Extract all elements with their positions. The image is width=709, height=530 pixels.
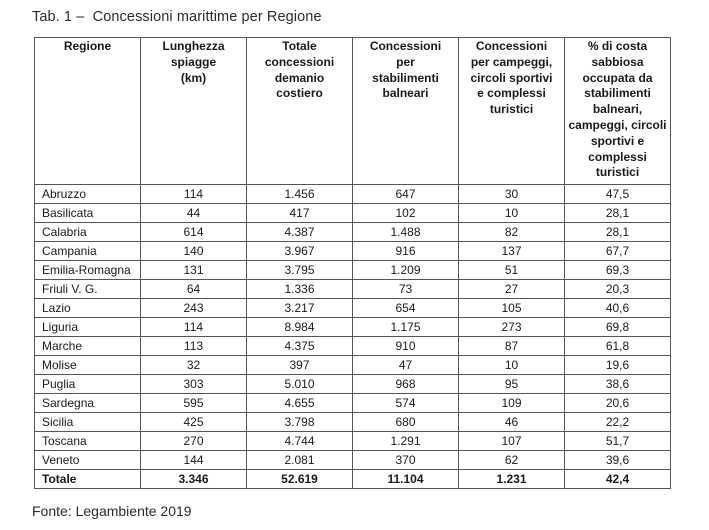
table-row <box>35 375 671 394</box>
value-cell-col-campeggi: 51 <box>459 261 565 280</box>
value-cell-col-stabilimenti: 47 <box>353 356 459 375</box>
value-cell-col-lunghezza: 114 <box>141 185 247 204</box>
region-cell: Toscana <box>35 432 141 451</box>
value-cell-col-totale-concessioni: 4.387 <box>247 223 353 242</box>
value-cell-col-percentuale: 69,3 <box>565 261 671 280</box>
value-cell-col-totale-concessioni: 3.217 <box>247 299 353 318</box>
region-cell: Sardegna <box>35 394 141 413</box>
table-row <box>35 223 671 242</box>
value-cell-col-campeggi: 10 <box>459 204 565 223</box>
value-cell-col-totale-concessioni: 3.798 <box>247 413 353 432</box>
table-row <box>35 356 671 375</box>
value-cell-col-lunghezza: 425 <box>141 413 247 432</box>
value-cell-col-stabilimenti: 647 <box>353 185 459 204</box>
value-cell-col-stabilimenti: 968 <box>353 375 459 394</box>
value-cell-col-campeggi: 95 <box>459 375 565 394</box>
value-cell-col-stabilimenti: 574 <box>353 394 459 413</box>
value-cell-col-stabilimenti: 680 <box>353 413 459 432</box>
total-value-col-totale-concessioni: 52.619 <box>247 470 353 489</box>
header-row <box>35 38 671 185</box>
region-cell: Marche <box>35 337 141 356</box>
region-cell: Friuli V. G. <box>35 280 141 299</box>
value-cell-col-lunghezza: 303 <box>141 375 247 394</box>
region-cell: Calabria <box>35 223 141 242</box>
value-cell-col-percentuale: 39,6 <box>565 451 671 470</box>
value-cell-col-totale-concessioni: 417 <box>247 204 353 223</box>
value-cell-col-percentuale: 28,1 <box>565 204 671 223</box>
table-body <box>35 185 671 489</box>
table-row <box>35 413 671 432</box>
value-cell-col-percentuale: 47,5 <box>565 185 671 204</box>
value-cell-col-stabilimenti: 1.291 <box>353 432 459 451</box>
value-cell-col-totale-concessioni: 1.456 <box>247 185 353 204</box>
value-cell-col-campeggi: 109 <box>459 394 565 413</box>
total-label: Totale <box>35 470 141 489</box>
value-cell-col-percentuale: 51,7 <box>565 432 671 451</box>
value-cell-col-percentuale: 20,6 <box>565 394 671 413</box>
value-cell-col-percentuale: 67,7 <box>565 242 671 261</box>
value-cell-col-lunghezza: 32 <box>141 356 247 375</box>
concessions-table <box>34 37 671 489</box>
value-cell-col-stabilimenti: 916 <box>353 242 459 261</box>
table-row <box>35 204 671 223</box>
value-cell-col-lunghezza: 270 <box>141 432 247 451</box>
table-row <box>35 337 671 356</box>
value-cell-col-stabilimenti: 654 <box>353 299 459 318</box>
header-col-campeggi: Concessioni per campeggi, circoli sportivi e complessi turistici <box>459 38 565 185</box>
header-col-stabilimenti: Concessioni per stabilimenti balneari <box>353 38 459 185</box>
header-col-totale-concessioni: Totale concessioni demanio costiero <box>247 38 353 185</box>
value-cell-col-totale-concessioni: 3.967 <box>247 242 353 261</box>
table-row <box>35 299 671 318</box>
value-cell-col-lunghezza: 113 <box>141 337 247 356</box>
value-cell-col-lunghezza: 131 <box>141 261 247 280</box>
value-cell-col-campeggi: 27 <box>459 280 565 299</box>
table-row <box>35 394 671 413</box>
value-cell-col-percentuale: 69,8 <box>565 318 671 337</box>
source-note: Fonte: Legambiente 2019 <box>32 503 192 519</box>
value-cell-col-stabilimenti: 370 <box>353 451 459 470</box>
table-row <box>35 432 671 451</box>
total-value-col-stabilimenti: 11.104 <box>353 470 459 489</box>
value-cell-col-totale-concessioni: 3.795 <box>247 261 353 280</box>
value-cell-col-totale-concessioni: 2.081 <box>247 451 353 470</box>
value-cell-col-lunghezza: 243 <box>141 299 247 318</box>
table-row <box>35 318 671 337</box>
region-cell: Emilia-Romagna <box>35 261 141 280</box>
value-cell-col-campeggi: 82 <box>459 223 565 242</box>
value-cell-col-totale-concessioni: 5.010 <box>247 375 353 394</box>
value-cell-col-percentuale: 22,2 <box>565 413 671 432</box>
header-col-regione: Regione <box>35 38 141 185</box>
region-cell: Basilicata <box>35 204 141 223</box>
value-cell-col-percentuale: 20,3 <box>565 280 671 299</box>
total-value-col-campeggi: 1.231 <box>459 470 565 489</box>
value-cell-col-totale-concessioni: 1.336 <box>247 280 353 299</box>
header-col-lunghezza: Lunghezza spiagge (km) <box>141 38 247 185</box>
value-cell-col-campeggi: 137 <box>459 242 565 261</box>
value-cell-col-totale-concessioni: 4.375 <box>247 337 353 356</box>
total-value-col-lunghezza: 3.346 <box>141 470 247 489</box>
value-cell-col-percentuale: 28,1 <box>565 223 671 242</box>
value-cell-col-campeggi: 30 <box>459 185 565 204</box>
table-row <box>35 185 671 204</box>
region-cell: Puglia <box>35 375 141 394</box>
value-cell-col-lunghezza: 64 <box>141 280 247 299</box>
value-cell-col-totale-concessioni: 4.655 <box>247 394 353 413</box>
region-cell: Sicilia <box>35 413 141 432</box>
table-row <box>35 261 671 280</box>
value-cell-col-percentuale: 38,6 <box>565 375 671 394</box>
value-cell-col-totale-concessioni: 8.984 <box>247 318 353 337</box>
value-cell-col-lunghezza: 595 <box>141 394 247 413</box>
value-cell-col-percentuale: 61,8 <box>565 337 671 356</box>
value-cell-col-lunghezza: 44 <box>141 204 247 223</box>
header-col-percentuale: % di costa sabbiosa occupata da stabilimenti balneari, campeggi, circoli sportivi e complessi turistici <box>565 38 671 185</box>
value-cell-col-campeggi: 87 <box>459 337 565 356</box>
value-cell-col-campeggi: 107 <box>459 432 565 451</box>
region-cell: Campania <box>35 242 141 261</box>
region-cell: Lazio <box>35 299 141 318</box>
table-row <box>35 451 671 470</box>
value-cell-col-campeggi: 273 <box>459 318 565 337</box>
value-cell-col-lunghezza: 140 <box>141 242 247 261</box>
value-cell-col-lunghezza: 144 <box>141 451 247 470</box>
region-cell: Liguria <box>35 318 141 337</box>
value-cell-col-totale-concessioni: 4.744 <box>247 432 353 451</box>
value-cell-col-percentuale: 40,6 <box>565 299 671 318</box>
value-cell-col-stabilimenti: 1.209 <box>353 261 459 280</box>
value-cell-col-campeggi: 105 <box>459 299 565 318</box>
value-cell-col-percentuale: 19,6 <box>565 356 671 375</box>
region-cell: Molise <box>35 356 141 375</box>
value-cell-col-campeggi: 46 <box>459 413 565 432</box>
value-cell-col-campeggi: 62 <box>459 451 565 470</box>
total-value-col-percentuale: 42,4 <box>565 470 671 489</box>
value-cell-col-stabilimenti: 1.175 <box>353 318 459 337</box>
table-row <box>35 280 671 299</box>
region-cell: Veneto <box>35 451 141 470</box>
value-cell-col-stabilimenti: 73 <box>353 280 459 299</box>
value-cell-col-stabilimenti: 910 <box>353 337 459 356</box>
table-row <box>35 242 671 261</box>
value-cell-col-totale-concessioni: 397 <box>247 356 353 375</box>
total-row <box>35 470 671 489</box>
region-cell: Abruzzo <box>35 185 141 204</box>
value-cell-col-stabilimenti: 1.488 <box>353 223 459 242</box>
table-title: Tab. 1 – Concessioni marittime per Regione <box>32 9 322 25</box>
value-cell-col-lunghezza: 114 <box>141 318 247 337</box>
value-cell-col-stabilimenti: 102 <box>353 204 459 223</box>
value-cell-col-lunghezza: 614 <box>141 223 247 242</box>
value-cell-col-campeggi: 10 <box>459 356 565 375</box>
